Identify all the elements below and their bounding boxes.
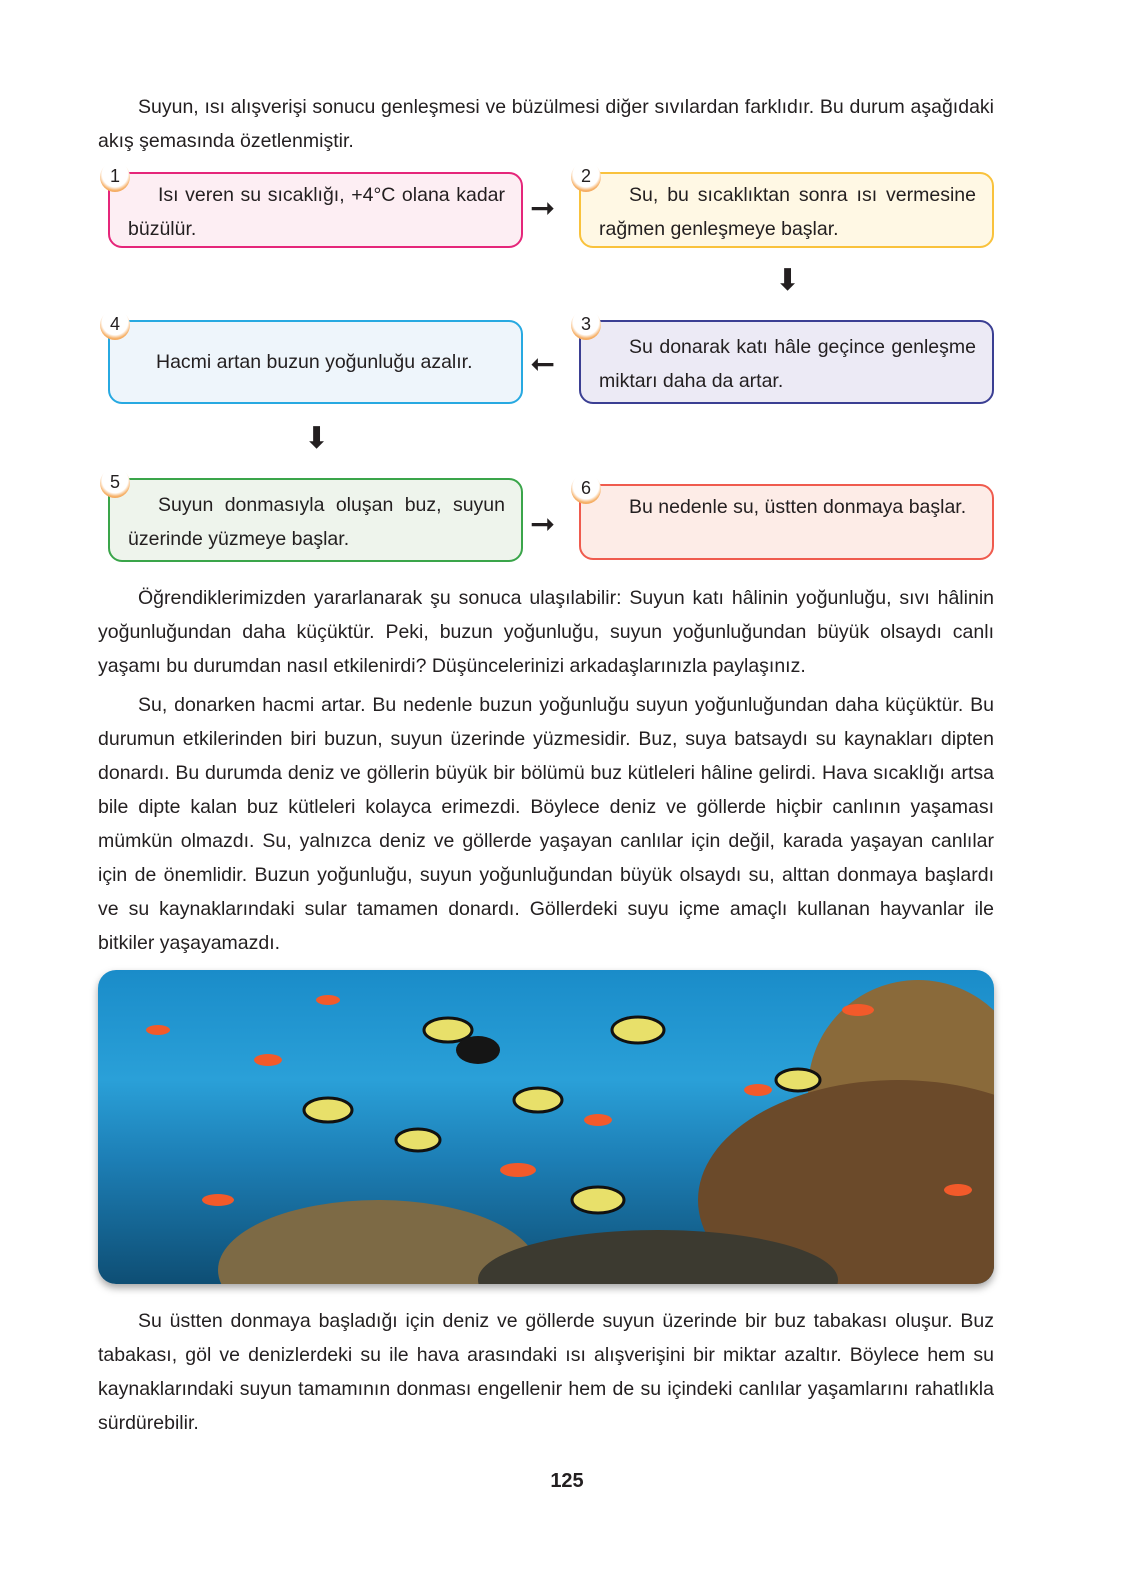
step-number: 1 [100,162,130,192]
page-number: 125 [550,1470,584,1492]
flow-step-3 [579,314,994,404]
step-text: Hacmi artan buzun yoğunluğu azalır. [156,351,473,373]
flow-step-4 [108,314,523,404]
step-text: Su donarak katı hâle geçince genleşme miktarı daha da artar. [599,336,976,392]
flow-step-6 [579,478,994,560]
flow-step-1 [108,166,523,248]
flow-step-5 [108,472,523,562]
flow-step-2 [579,166,994,248]
arrow-down-icon: ⬇ [775,264,801,297]
step-text: Bu nedenle su, üstten donmaya başlar. [629,496,967,518]
paragraph-conclusion: Öğrendiklerimizden yararlanarak şu sonuca ulaşılabilir: Suyun katı hâlinin yoğunluğu, sıvı hâlinin yoğunluğundan daha küçüktür. Peki, buzun yoğunluğu, suyun yoğunluğundan büyük olsaydı canlı yaşamı bu durumdan nasıl etkilenirdi? Düşüncelerinizi arkadaşlarınızla paylaşınız. [98,587,994,677]
coral-reef-photo [98,970,994,1284]
step-number: 2 [571,162,601,192]
paragraph-ice-layer: Su üstten donmaya başladığı için deniz ve göllerde suyun üzerinde bir buz tabakası oluşur. Buz tabakası, göl ve denizlerdeki su ile hava arasındaki ısı alışverişini bir miktar azaltır. Böylece hem su kaynaklarındaki suyun tamamının donması engellenir hem de su içindeki canlılar yaşamlarını rahatlıkla sürdürebilir. [98,1310,994,1434]
step-number: 3 [571,310,601,340]
step-text: Su, bu sıcaklıktan sonra ısı vermesine rağmen genleşmeye başlar. [599,184,976,240]
coral-reef-illustration [98,970,994,1284]
step-text: Suyun donmasıyla oluşan buz, suyun üzerinde yüzmeye başlar. [128,494,505,550]
step-number: 6 [571,474,601,504]
paragraph-density: Su, donarken hacmi artar. Bu nedenle buzun yoğunluğu suyun yoğunluğundan daha küçüktür. Bu durumun etkilerinden biri buzun, suyun üzerinde yüzmesidir. Buz, suya batsaydı su kaynakları dipten donardı. Bu durumda deniz ve göllerin büyük bir bölümü buz kütleleri hâline gelirdi. Hava sıcaklığı artsa bile dipte kalan buz kütleleri kolayca erimezdi. Böylece deniz ve göllerde hiçbir canlının yaşaması mümkün olmazdı. Su, yalnızca deniz ve göllerde yaşayan canlılar için değil, karada yaşayan canlılar için de önemlidir. Buzun yoğunluğu, suyun yoğunluğundan büyük olsaydı su, alttan donmaya başlardı ve su kaynaklarındaki sular tamamen donardı. Göllerdeki suyu içme amaçlı kullanan hayvanlar ile bitkiler yaşayamazdı. [98,694,994,954]
intro-paragraph: Suyun, ısı alışverişi sonucu genleşmesi ve büzülmesi diğer sıvılardan farklıdır. Bu durum aşağıdaki akış şemasında özetlenmiştir. [98,96,994,152]
arrow-left-icon: ➞ [530,348,556,381]
arrow-right-icon: ➞ [530,192,556,225]
step-number: 4 [100,310,130,340]
step-number: 5 [100,468,130,498]
arrow-down-icon: ⬇ [304,422,330,455]
step-text: Isı veren su sıcaklığı, +4°C olana kadar büzülür. [128,184,505,240]
arrow-right-icon: ➞ [530,508,556,541]
